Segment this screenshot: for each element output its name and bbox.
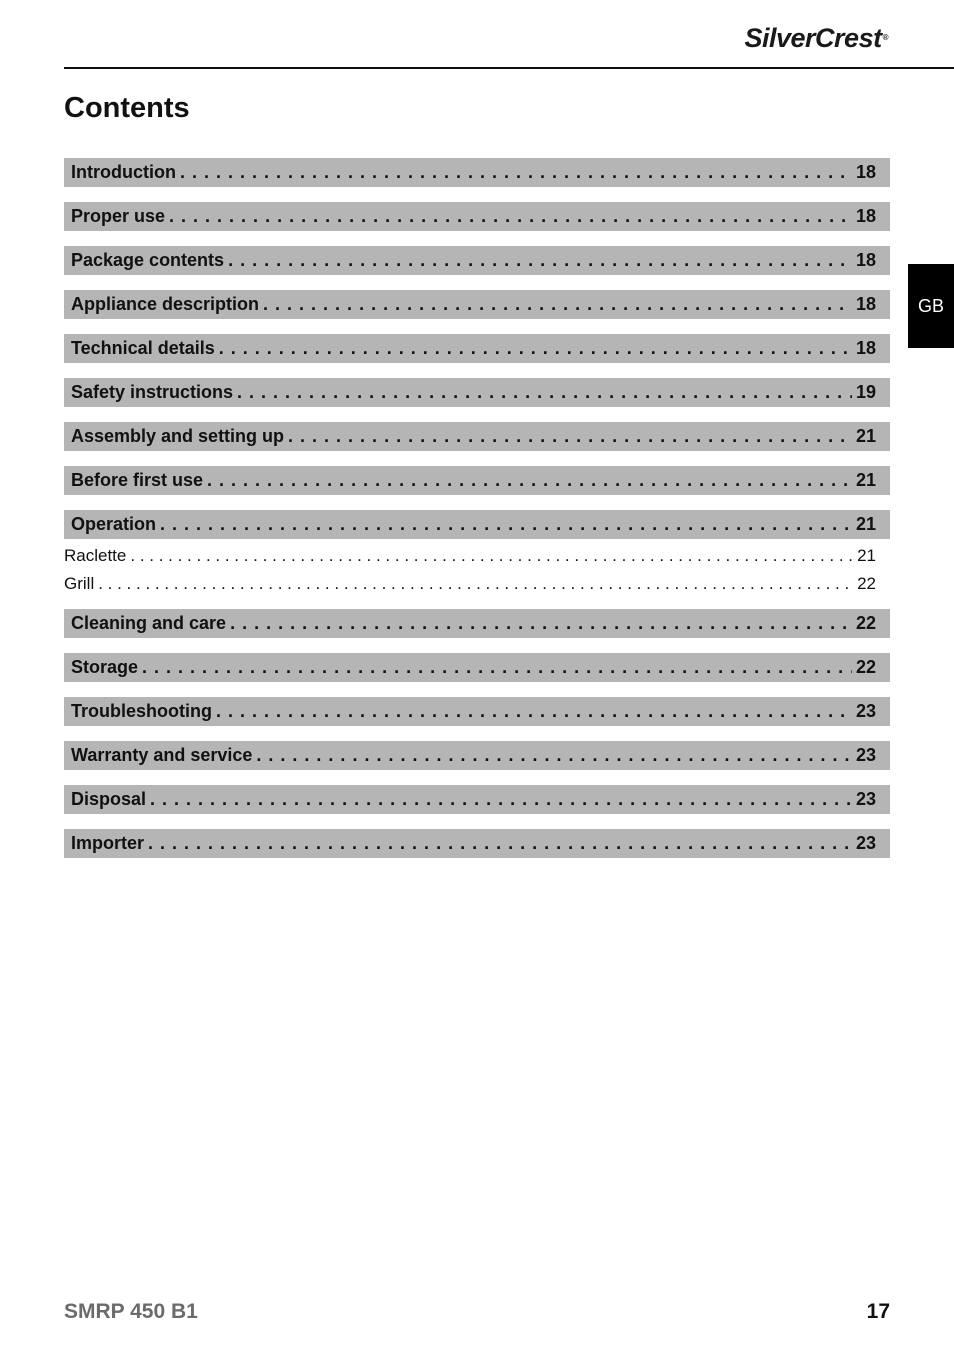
toc-entry-appliance-description[interactable] [64,290,890,319]
toc-entry-introduction[interactable] [64,158,890,187]
toc-entry-troubleshooting[interactable] [64,697,890,726]
toc-entry-cleaning-and-care[interactable] [64,609,890,638]
toc-subentry-grill[interactable] [64,570,890,598]
toc-label: Before first use [71,470,204,490]
toc-label: Appliance description [71,294,260,314]
toc-page: 23 [855,701,876,721]
table-of-contents [64,158,890,873]
toc-entry-warranty-and-service[interactable] [64,741,890,770]
language-tab: GB [908,264,954,348]
toc-entry-assembly-and-setting-up[interactable] [64,422,890,451]
silvercrest-logo [745,22,889,54]
page-title: Contents [64,92,190,124]
toc-page: 21 [855,426,876,446]
dot-leader [98,574,853,594]
toc-label: Cleaning and care [71,613,227,633]
toc-page: 21 [855,514,876,534]
toc-page: 18 [855,294,876,314]
toc-entry-importer[interactable] [64,829,890,858]
header-rule [64,67,954,69]
toc-label: Raclette [64,546,127,565]
footer-model-number: SMRP 450 B1 [64,1300,198,1323]
toc-label: Safety instructions [71,382,234,402]
dot-leader [228,250,852,271]
toc-page: 18 [855,338,876,358]
toc-page: 18 [855,162,876,182]
toc-label: Importer [71,833,145,853]
toc-page: 18 [855,206,876,226]
toc-page: 21 [857,546,876,565]
toc-subentry-raclette[interactable] [64,542,890,570]
dot-leader [160,514,852,535]
toc-page: 23 [855,833,876,853]
toc-label: Warranty and service [71,745,253,765]
dot-leader [263,294,852,315]
toc-label: Disposal [71,789,147,809]
toc-label: Assembly and setting up [71,426,285,446]
dot-leader [216,701,852,722]
dot-leader [148,833,852,854]
dot-leader [142,657,852,678]
toc-entry-storage[interactable] [64,653,890,682]
toc-entry-proper-use[interactable] [64,202,890,231]
dot-leader [169,206,852,227]
toc-page: 22 [855,657,876,677]
toc-entry-safety-instructions[interactable] [64,378,890,407]
toc-label: Proper use [71,206,166,226]
dot-leader [207,470,852,491]
brand-name: SilverCrest [744,23,882,53]
toc-label: Storage [71,657,139,677]
dot-leader [256,745,852,766]
footer-page-number: 17 [866,1300,890,1323]
registered-mark: ® [882,33,888,42]
toc-page: 23 [855,789,876,809]
dot-leader [150,789,852,810]
toc-entry-before-first-use[interactable] [64,466,890,495]
toc-label: Operation [71,514,157,534]
dot-leader [230,613,852,634]
toc-page: 23 [855,745,876,765]
toc-label: Package contents [71,250,225,270]
toc-label: Introduction [71,162,176,182]
toc-entry-operation[interactable] [64,510,890,539]
dot-leader [130,546,853,566]
toc-label: Technical details [71,338,215,358]
toc-page: 22 [857,574,876,593]
toc-label: Troubleshooting [71,701,212,721]
toc-label: Grill [64,574,95,593]
toc-page: 22 [855,613,876,633]
toc-page: 21 [855,470,876,490]
toc-page: 18 [855,250,876,270]
dot-leader [180,162,852,183]
dot-leader [219,338,852,359]
toc-entry-disposal[interactable] [64,785,890,814]
dot-leader [288,426,852,447]
toc-page: 19 [855,382,876,402]
dot-leader [237,382,852,403]
toc-entry-package-contents[interactable] [64,246,890,275]
toc-entry-technical-details[interactable] [64,334,890,363]
